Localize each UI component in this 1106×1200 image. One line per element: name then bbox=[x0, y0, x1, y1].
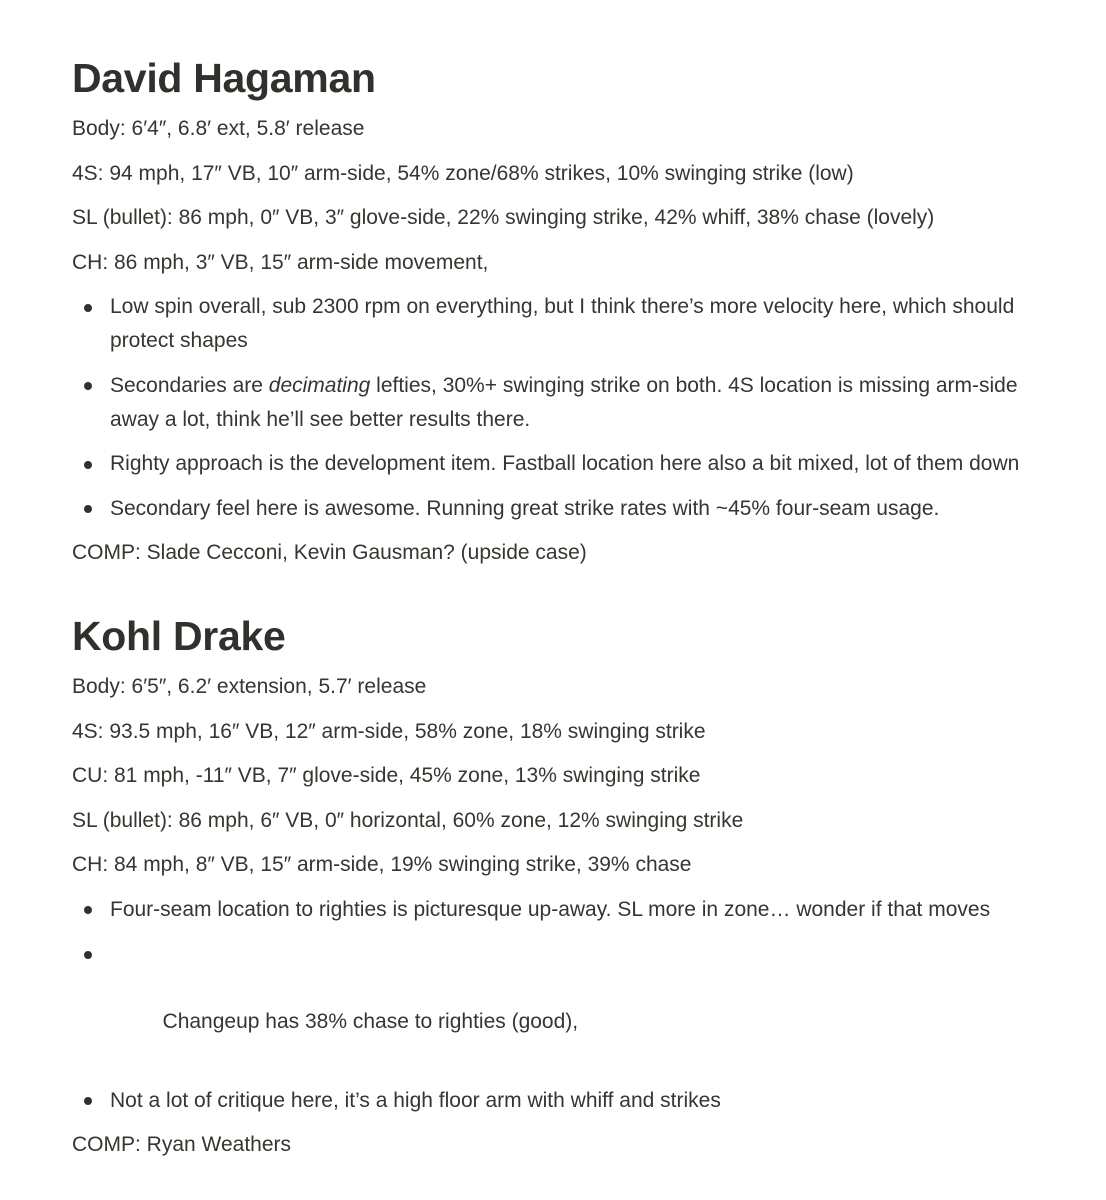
fourseam-line[interactable]: 4S: 93.5 mph, 16″ VB, 12″ arm-side, 58% zone, 18% swinging strike bbox=[72, 719, 706, 743]
changeup-line[interactable]: CH: 84 mph, 8″ VB, 15″ arm-side, 19% swinging strike, 39% chase bbox=[72, 853, 692, 876]
bullet-icon bbox=[84, 461, 92, 469]
list-item-text: Not a lot of critique here, it’s a high floor arm with whiff and strikes bbox=[110, 1088, 721, 1112]
list-item[interactable] bbox=[72, 369, 1045, 437]
list-item-text: Righty approach is the development item. Fastball location here also a bit mixed, lot of them down bbox=[110, 452, 1020, 475]
player-heading[interactable]: David Hagaman bbox=[72, 55, 376, 101]
list-item[interactable] bbox=[72, 492, 1045, 526]
notes-list bbox=[72, 290, 1034, 526]
player-heading[interactable]: Kohl Drake bbox=[72, 613, 286, 659]
slider-line[interactable]: SL (bullet): 86 mph, 0″ VB, 3″ glove-side, 22% swinging strike, 42% whiff, 38% chase (lovely) bbox=[72, 206, 935, 229]
list-item-text: Secondary feel here is awesome. Running great strike rates with ~45% four-seam usage. bbox=[110, 496, 940, 520]
fourseam-line[interactable]: 4S: 94 mph, 17″ VB, 10″ arm-side, 54% zone/68% strikes, 10% swinging strike (low) bbox=[72, 161, 854, 185]
bullet-icon bbox=[84, 505, 92, 513]
list-item-text-before: Secondaries are bbox=[110, 373, 269, 397]
list-item[interactable] bbox=[72, 937, 1045, 1073]
bullet-icon bbox=[84, 1097, 92, 1105]
bullet-icon bbox=[84, 951, 92, 959]
player-section bbox=[72, 608, 1034, 1162]
comp-line[interactable]: COMP: Slade Cecconi, Kevin Gausman? (upside case) bbox=[72, 541, 587, 564]
list-item-text: Changeup has 38% chase to righties (good), bbox=[156, 1010, 579, 1033]
changeup-line[interactable]: CH: 86 mph, 3″ VB, 15″ arm-side movement, bbox=[72, 250, 489, 274]
body-line[interactable]: Body: 6′5″, 6.2′ extension, 5.7′ release bbox=[72, 675, 427, 698]
body-line[interactable]: Body: 6′4″, 6.8′ ext, 5.8′ release bbox=[72, 117, 365, 140]
bullet-icon bbox=[84, 906, 92, 914]
list-item-emphasis: decimating bbox=[268, 373, 371, 397]
list-item-text: Low spin overall, sub 2300 rpm on everything, but I think there’s more velocity here, which should protect shapes bbox=[110, 295, 1015, 352]
list-item-text: Four-seam location to righties is picturesque up-away. SL more in zone… wonder if that moves bbox=[110, 897, 991, 921]
notes-list bbox=[72, 893, 1034, 1118]
list-item[interactable] bbox=[72, 1084, 1045, 1118]
bullet-icon bbox=[84, 304, 92, 312]
slider-line[interactable]: SL (bullet): 86 mph, 6″ VB, 0″ horizontal, 60% zone, 12% swinging strike bbox=[72, 808, 744, 832]
bullet-icon bbox=[84, 382, 92, 390]
list-item[interactable] bbox=[72, 893, 1045, 927]
list-item[interactable] bbox=[72, 447, 1045, 481]
list-item-text-after: lefties, 30%+ swinging strike on both. 4S location is missing arm-side away a lot, think he’ll see better results there. bbox=[110, 373, 1018, 431]
comp-line[interactable]: COMP: Ryan Weathers bbox=[72, 1133, 292, 1156]
curveball-line[interactable]: CU: 81 mph, -11″ VB, 7″ glove-side, 45% zone, 13% swinging strike bbox=[72, 764, 701, 787]
list-item[interactable] bbox=[72, 290, 1045, 358]
player-section bbox=[72, 50, 1034, 570]
